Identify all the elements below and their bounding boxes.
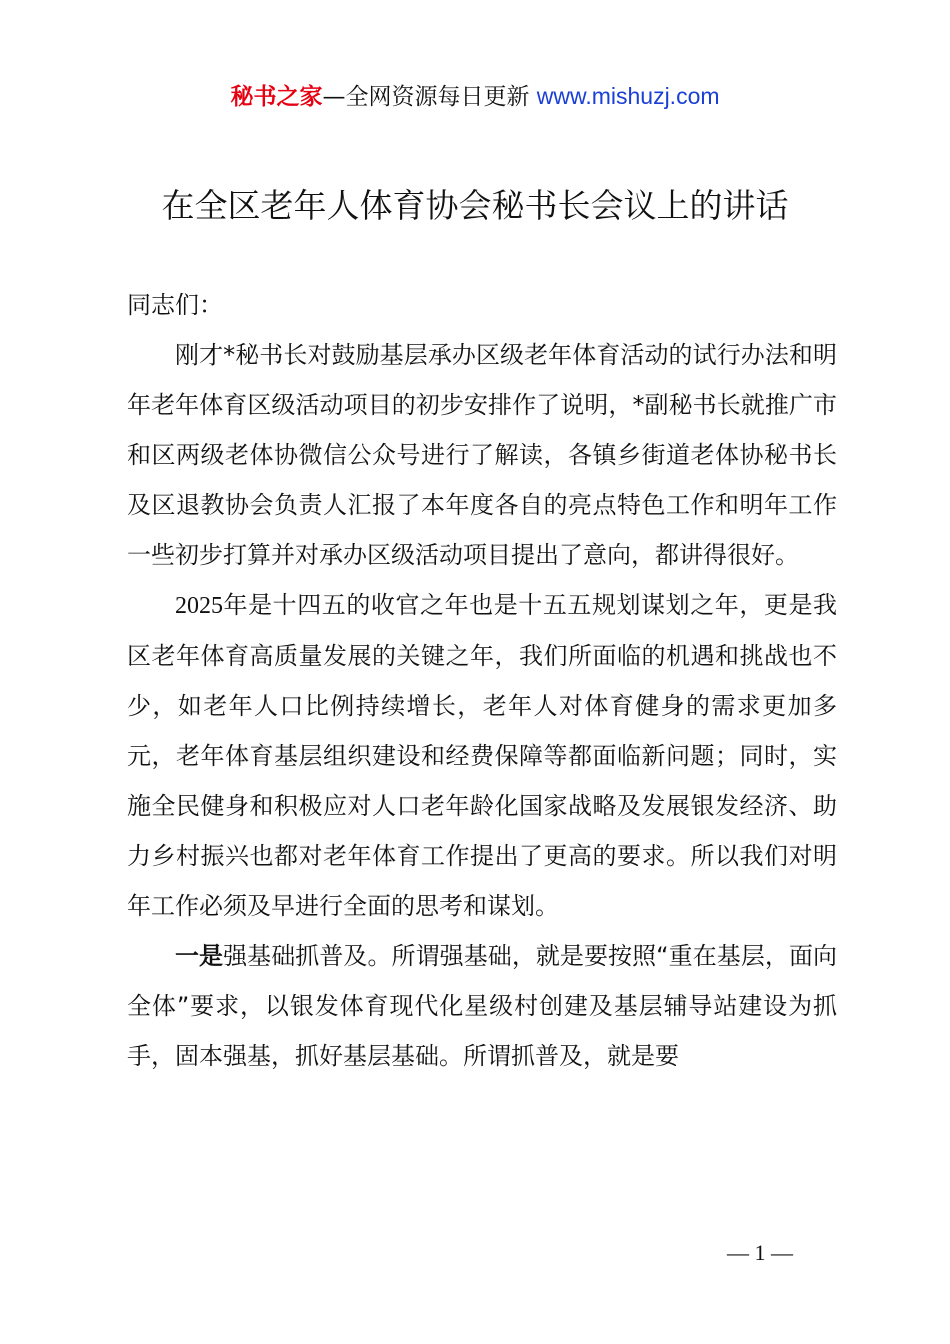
brand-name: 秘书之家 bbox=[230, 84, 323, 110]
paragraph-1: 刚才*秘书长对鼓励基层承办区级老年体育活动的试行办法和明年老年体育区级活动项目的初步安排作了说明，*副秘书长就推广市和区两级老体协微信公众号进行了解读，各镇乡街道老体协秘书长及区退教协会负责人汇报了本年度各自的亮点特色工作和明年工作一些初步打算并对承办区级活动项目提出了意向，都讲得很好。 bbox=[127, 341, 837, 569]
page-number: — 1 — bbox=[727, 1240, 793, 1265]
site-url-link[interactable]: www.mishuzj.com bbox=[536, 83, 720, 109]
document-title: 在全区老年人体育协会秘书长会议上的讲话 bbox=[161, 186, 789, 225]
salutation: 同志们： bbox=[127, 291, 223, 319]
paragraph-3-text: 强基础抓普及。所谓强基础，就是要按照“重在基层，面向全体”要求，以银发体育现代化星级村创建及基层辅导站建设为抓手，固本强基，抓好基层基础。所谓抓普及，就是要 bbox=[127, 942, 838, 1070]
header-tagline: —全网资源每日更新 bbox=[322, 84, 530, 110]
paragraph-2 bbox=[127, 580, 837, 931]
paragraph-3 bbox=[127, 931, 837, 1081]
paragraph-2-year: 2025 bbox=[175, 593, 223, 619]
document-body bbox=[127, 280, 837, 1081]
site-header bbox=[0, 80, 950, 113]
paragraph-2-text: 年是十四五的收官之年也是十五五规划谋划之年，更是我区老年体育高质量发展的关键之年，我们所面临的机遇和挑战也不少，如老年人口比例持续增长，老年人对体育健身的需求更加多元，老年体育基层组织建设和经费保障等都面临新问题；同时，实施全民健身和积极应对人口老年龄化国家战略及发展银发经济、助力乡村振兴也都对老年体育工作提出了更高的要求。所以我们对明年工作必须及早进行全面的思考和谋划。 bbox=[127, 591, 837, 920]
paragraph-3-lead: 一是 bbox=[175, 942, 224, 970]
